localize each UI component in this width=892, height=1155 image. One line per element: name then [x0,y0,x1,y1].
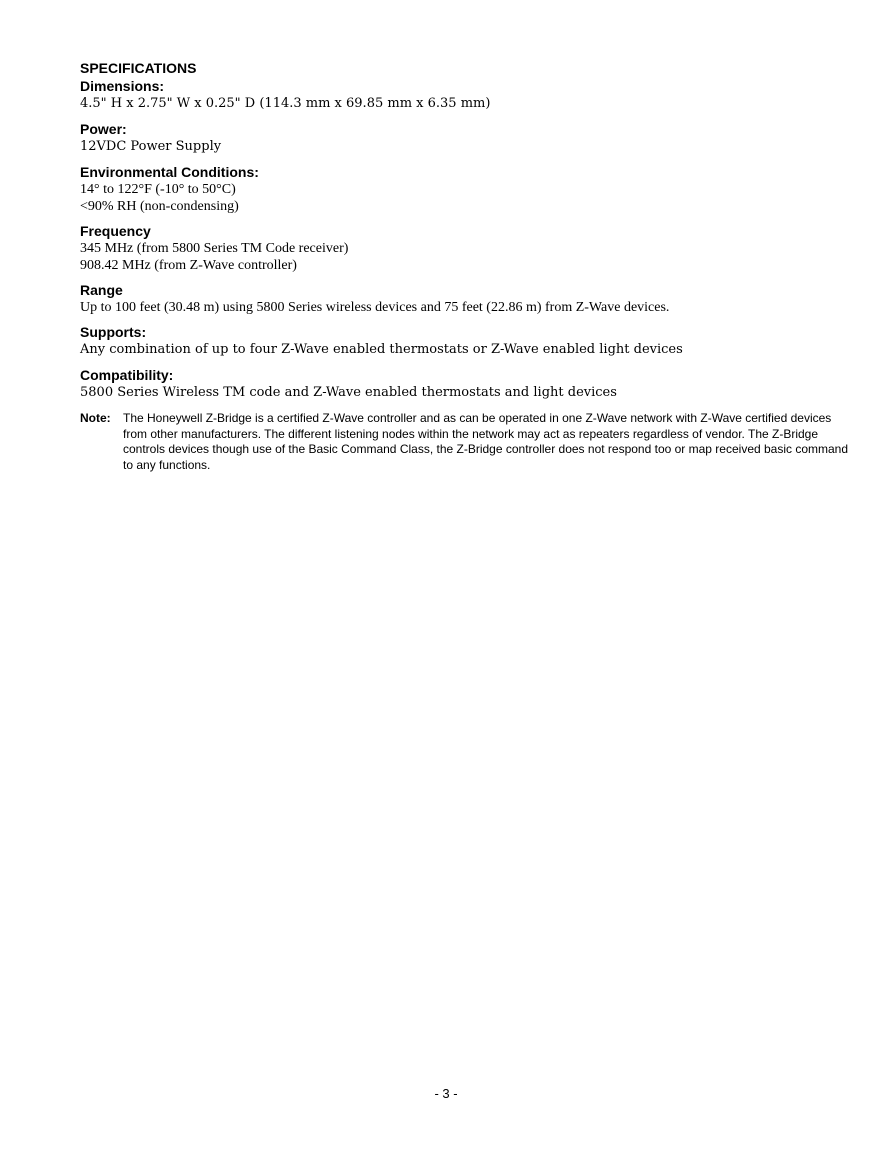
document-title: SPECIFICATIONS [80,60,197,76]
spec-range [80,281,850,316]
document-body [80,59,850,473]
spec-dimensions [80,77,850,113]
spec-value: 4.5" H x 2.75" W x 0.25" D (114.3 mm x 69.85 mm x 6.35 mm) [80,96,491,111]
spec-compatibility [80,366,850,402]
spec-frequency [80,222,850,274]
spec-value: Any combination of up to four Z-Wave enabled thermostats or Z-Wave enabled light devices [80,342,683,357]
spec-value: Up to 100 feet (30.48 m) using 5800 Series wireless devices and 75 feet (22.86 m) from Z-Wave devices. [80,300,670,315]
spec-value: 14° to 122°F (-10° to 50°C) [80,182,236,197]
spec-heading: Power: [80,121,127,137]
note-label: Note: [80,411,111,425]
page-number: - 3 - [434,1086,458,1101]
spec-heading: Supports: [80,324,147,340]
spec-value: 5800 Series Wireless TM code and Z-Wave enabled thermostats and light devices [80,385,617,400]
spec-environmental [80,163,850,215]
spec-heading: Frequency [80,223,151,239]
spec-heading: Compatibility: [80,367,174,383]
spec-value: 12VDC Power Supply [80,139,222,154]
note-block [80,411,850,473]
spec-supports [80,323,850,359]
spec-heading: Environmental Conditions: [80,164,259,180]
spec-value: 345 MHz (from 5800 Series TM Code receiver) [80,241,349,256]
spec-heading: Dimensions: [80,78,165,94]
note-text: The Honeywell Z-Bridge is a certified Z-Wave controller and as can be operated in one Z-Wave network with Z-Wave certified devices from other manufacturers. The different listening nodes within the network may act as repeaters regardless of vendor. The Z-Bridge controls devices though use of the Basic Command Class, the Z-Bridge controller does not respond too or map received basic command to any functions. [123,411,849,472]
spec-value: 908.42 MHz (from Z-Wave controller) [80,258,297,273]
spec-value: <90% RH (non-condensing) [80,199,239,214]
spec-heading: Range [80,282,123,298]
spec-power [80,120,850,156]
